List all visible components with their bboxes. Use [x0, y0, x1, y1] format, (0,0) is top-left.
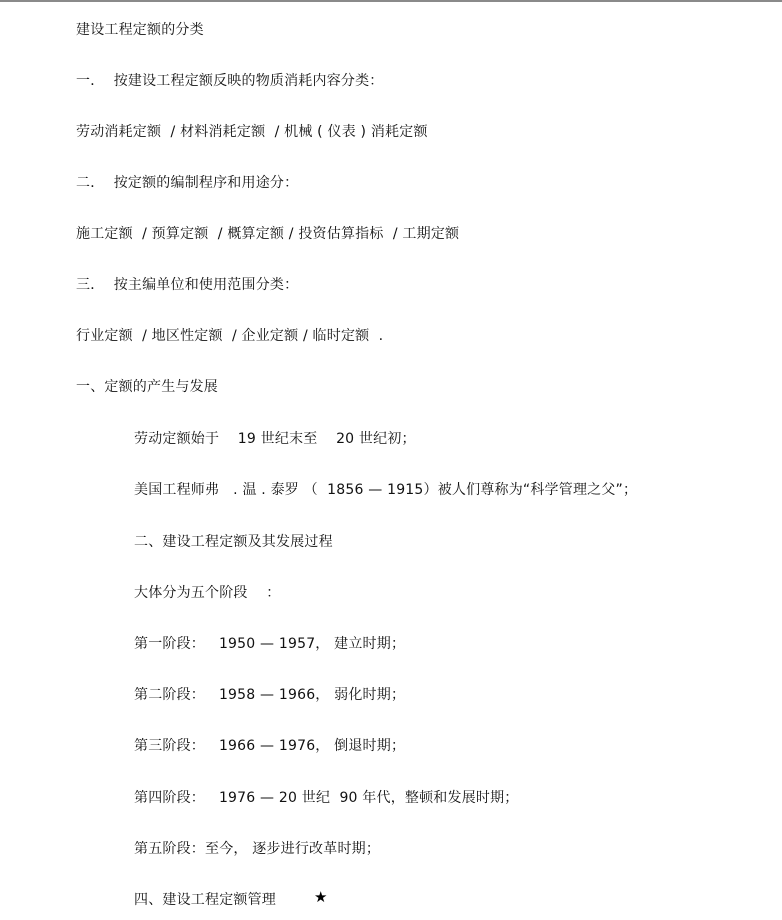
section-items-by-unit: 行业定额 / 地区性定额 / 企业定额 / 临时定额 .: [76, 328, 384, 344]
history-heading: 二、建设工程定额及其发展过程: [134, 534, 333, 550]
history-intro: 大体分为五个阶段 ：: [134, 585, 281, 601]
section-items-by-procedure: 施工定额 / 预算定额 / 概算定额 / 投资估算指标 / 工期定额: [76, 226, 460, 242]
origin-line-taylor: 美国工程师弗 . 温 . 泰罗 （ 1856 — 1915）被人们尊称为“科学管理之父”；: [134, 482, 638, 498]
stage-one: 第一阶段： 1950 — 1957， 建立时期；: [134, 636, 406, 652]
section-heading-by-procedure: 二． 按定额的编制程序和用途分：: [76, 175, 299, 191]
section-items-by-consumption: 劳动消耗定额 / 材料消耗定额 / 机械 ( 仪表 ) 消耗定额: [76, 124, 428, 140]
origin-line-labor-quota: 劳动定额始于 19 世纪末至 20 世纪初；: [134, 431, 416, 447]
stage-three: 第三阶段： 1966 — 1976， 倒退时期；: [134, 738, 406, 754]
stage-five: 第五阶段：至今， 逐步进行改革时期；: [134, 841, 381, 857]
stage-four: 第四阶段： 1976 — 20 世纪 90 年代，整顿和发展时期；: [134, 790, 519, 806]
section-heading-by-unit: 三． 按主编单位和使用范围分类：: [76, 277, 299, 293]
section-heading-by-consumption: 一． 按建设工程定额反映的物质消耗内容分类：: [76, 73, 384, 89]
star-icon: ★: [314, 888, 328, 906]
document-title: 建设工程定额的分类: [76, 22, 204, 38]
stage-two: 第二阶段： 1958 — 1966， 弱化时期；: [134, 687, 406, 703]
management-heading: 四、建设工程定额管理: [134, 892, 276, 908]
origin-heading: 一、定额的产生与发展: [76, 379, 218, 395]
